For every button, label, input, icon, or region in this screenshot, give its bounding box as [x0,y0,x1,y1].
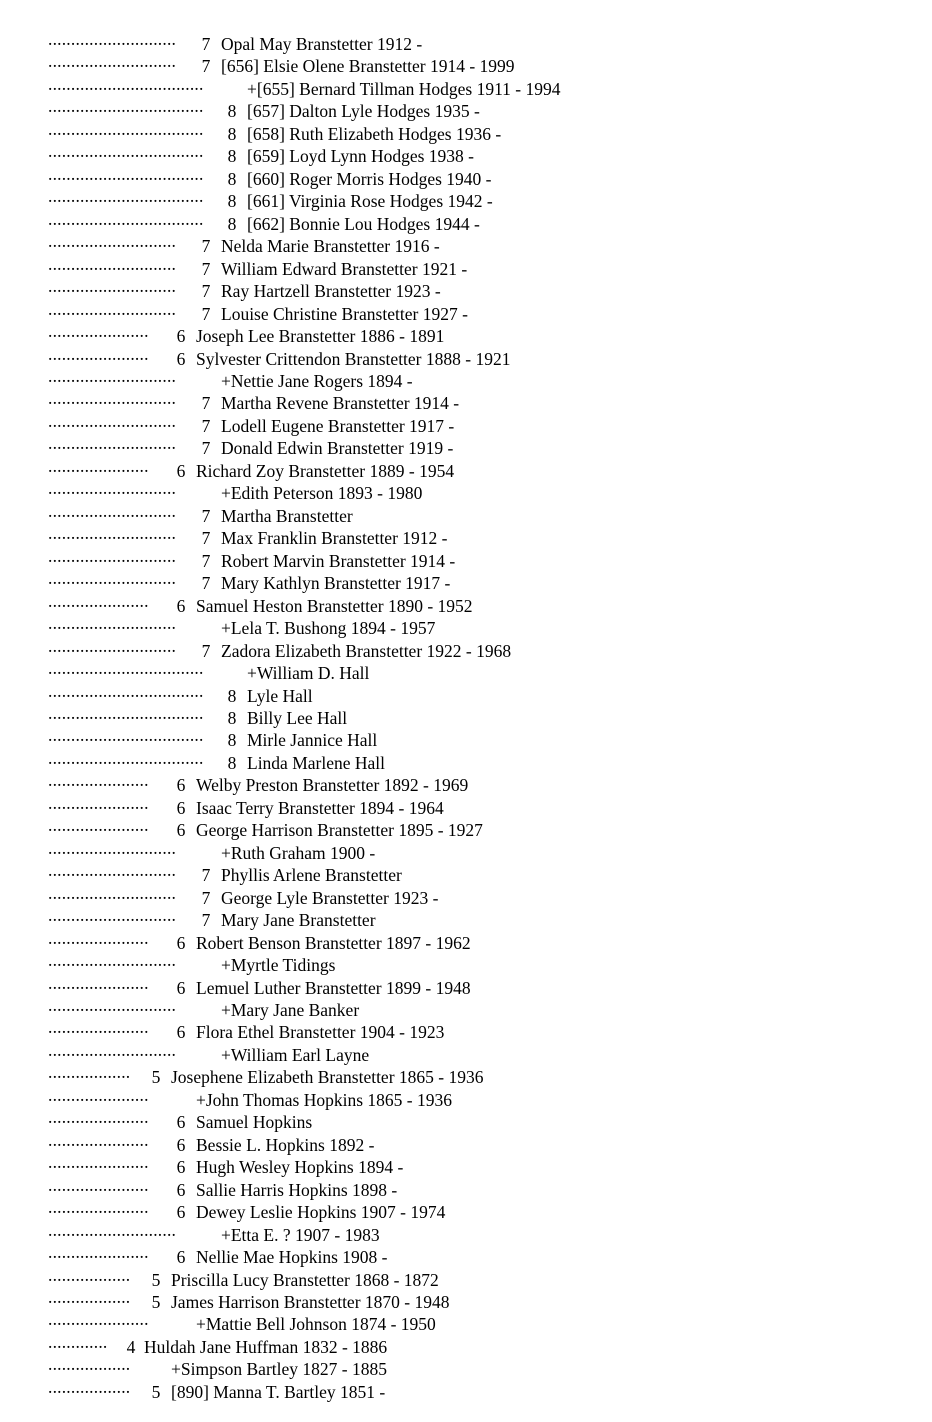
list-item [48,95,480,122]
list-item [48,1308,436,1335]
generation-number: 4 [126,1337,136,1358]
leader-dots: ............................ [48,838,177,858]
person-entry: Samuel Hopkins [196,1112,313,1133]
spouse-entry: +Mary Jane Banker [221,1000,360,1021]
list-item [48,837,376,864]
list-item [48,545,456,572]
generation-number: 8 [227,730,237,751]
person-entry: Nelda Marie Branstetter 1916 - [221,236,440,257]
person-entry: Sylvester Crittendon Branstetter 1888 - 1921 [196,349,511,370]
person-entry: [656] Elsie Olene Branstetter 1914 - 1999 [221,56,515,77]
list-item [48,567,451,594]
list-item [48,477,423,504]
generation-number: 6 [176,1202,186,1223]
person-entry: [658] Ruth Elizabeth Hodges 1936 - [247,124,502,145]
generation-number: 6 [176,1180,186,1201]
generation-number: 8 [227,101,237,122]
generation-number: 6 [176,461,186,482]
list-item [48,140,474,167]
list-item [48,253,468,280]
leader-dots: ............. [48,1332,108,1352]
generation-number: 8 [227,686,237,707]
leader-dots: ............................ [48,433,177,453]
leader-dots: ...................... [48,928,149,948]
list-item [48,1286,450,1313]
list-item [48,1016,445,1043]
generation-number: 6 [176,798,186,819]
list-item [48,230,440,257]
generation-number: 7 [201,910,211,931]
generation-number: 8 [227,169,237,190]
list-item [48,814,483,841]
list-item [48,1039,370,1066]
generation-number: 6 [176,978,186,999]
leader-dots: .................................. [48,658,204,678]
leader-dots: ...................... [48,1107,149,1127]
generation-number: 8 [227,191,237,212]
leader-dots: .................................. [48,74,204,94]
list-item [48,1196,446,1223]
person-entry: Robert Marvin Branstetter 1914 - [221,551,456,572]
spouse-entry: +Lela T. Bushong 1894 - 1957 [221,618,436,639]
generation-number: 6 [176,1157,186,1178]
leader-dots: .................................. [48,681,204,701]
leader-dots: ...................... [48,321,149,341]
leader-dots: ............................ [48,905,177,925]
leader-dots: ...................... [48,1242,149,1262]
leader-dots: ...................... [48,456,149,476]
leader-dots: ............................ [48,860,177,880]
person-entry: Ray Hartzell Branstetter 1923 - [221,281,441,302]
leader-dots: ............................ [48,231,177,251]
list-item [48,432,454,459]
list-item [48,949,336,976]
leader-dots: ............................ [48,276,177,296]
list-item [48,859,402,886]
generation-number: 6 [176,349,186,370]
person-entry: Donald Edwin Branstetter 1919 - [221,438,454,459]
generation-number: 7 [201,236,211,257]
generation-number: 6 [176,1247,186,1268]
generation-number: 8 [227,708,237,729]
leader-dots: ...................... [48,793,149,813]
list-item [48,320,445,347]
spouse-entry: +Myrtle Tidings [221,955,336,976]
person-entry: Louise Christine Branstetter 1927 - [221,304,468,325]
person-entry: William Edward Branstetter 1921 - [221,259,468,280]
list-item [48,657,370,684]
list-item [48,1106,313,1133]
list-item [48,972,471,999]
leader-dots: ............................ [48,636,177,656]
spouse-entry: +John Thomas Hopkins 1865 - 1936 [196,1090,453,1111]
leader-dots: ............................ [48,299,177,319]
person-entry: Priscilla Lucy Branstetter 1868 - 1872 [171,1270,439,1291]
spouse-entry: +William D. Hall [247,663,370,684]
leader-dots: ............................ [48,501,177,521]
person-entry: Nellie Mae Hopkins 1908 - [196,1247,388,1268]
list-item [48,1061,484,1088]
person-entry: Joseph Lee Branstetter 1886 - 1891 [196,326,445,347]
leader-dots: ............................ [48,51,177,71]
person-entry: Bessie L. Hopkins 1892 - [196,1135,375,1156]
list-item [48,163,492,190]
person-entry: Billy Lee Hall [247,708,348,729]
leader-dots: ...................... [48,770,149,790]
person-entry: George Harrison Branstetter 1895 - 1927 [196,820,483,841]
leader-dots: .................. [48,1377,131,1397]
leader-dots: ............................ [48,1220,177,1240]
generation-number: 6 [176,326,186,347]
list-item [48,1264,439,1291]
generation-number: 6 [176,933,186,954]
generation-number: 7 [201,34,211,55]
person-entry: [660] Roger Morris Hodges 1940 - [247,169,492,190]
person-entry: [659] Loyd Lynn Hodges 1938 - [247,146,474,167]
list-item [48,185,493,212]
leader-dots: ...................... [48,1085,149,1105]
list-item [48,387,460,414]
generation-number: 5 [151,1382,161,1403]
person-entry: Martha Revene Branstetter 1914 - [221,393,460,414]
generation-number: 5 [151,1270,161,1291]
leader-dots: .................. [48,1354,131,1374]
person-entry: Linda Marlene Hall [247,753,386,774]
person-entry: Mirle Jannice Hall [247,730,378,751]
leader-dots: ...................... [48,1175,149,1195]
person-entry: Lemuel Luther Branstetter 1899 - 1948 [196,978,471,999]
generation-number: 7 [201,528,211,549]
leader-dots: .................. [48,1062,131,1082]
list-item [48,1331,388,1358]
leader-dots: ............................ [48,478,177,498]
list-item [48,208,480,235]
list-item [48,28,423,55]
generation-number: 7 [201,56,211,77]
generation-number: 7 [201,393,211,414]
list-item [48,882,439,909]
list-item [48,769,469,796]
list-item [48,1084,453,1111]
list-item [48,50,515,77]
spouse-entry: +[655] Bernard Tillman Hodges 1911 - 1994 [247,79,561,100]
list-item [48,927,471,954]
leader-dots: ...................... [48,1017,149,1037]
leader-dots: ...................... [48,1309,149,1329]
person-entry: Lodell Eugene Branstetter 1917 - [221,416,455,437]
list-item [48,904,376,931]
list-item [48,635,512,662]
list-item [48,590,473,617]
generation-number: 8 [227,214,237,235]
list-item [48,118,502,145]
person-entry: [890] Manna T. Bartley 1851 - [171,1382,386,1403]
spouse-entry: +Nettie Jane Rogers 1894 - [221,371,413,392]
generation-number: 8 [227,124,237,145]
list-item [48,1129,375,1156]
list-item [48,1376,386,1403]
person-entry: Huldah Jane Huffman 1832 - 1886 [144,1337,388,1358]
leader-dots: .................. [48,1287,131,1307]
leader-dots: ...................... [48,1130,149,1150]
leader-dots: ............................ [48,366,177,386]
leader-dots: .................................. [48,119,204,139]
person-entry: James Harrison Branstetter 1870 - 1948 [171,1292,450,1313]
list-item [48,702,348,729]
leader-dots: ............................ [48,1040,177,1060]
generation-number: 7 [201,551,211,572]
list-item [48,1219,380,1246]
leader-dots: ...................... [48,344,149,364]
generation-number: 6 [176,820,186,841]
generation-number: 6 [176,1022,186,1043]
list-item [48,455,455,482]
generation-number: 7 [201,865,211,886]
person-entry: Martha Branstetter [221,506,353,527]
leader-dots: ............................ [48,613,177,633]
list-item [48,1241,388,1268]
person-entry: Max Franklin Branstetter 1912 - [221,528,448,549]
person-entry: Mary Jane Branstetter [221,910,376,931]
person-entry: [662] Bonnie Lou Hodges 1944 - [247,214,480,235]
list-item [48,1353,387,1380]
spouse-entry: +Ruth Graham 1900 - [221,843,376,864]
generation-number: 7 [201,438,211,459]
leader-dots: ............................ [48,388,177,408]
generation-number: 7 [201,416,211,437]
leader-dots: ............................ [48,546,177,566]
person-entry: Dewey Leslie Hopkins 1907 - 1974 [196,1202,446,1223]
leader-dots: ...................... [48,1152,149,1172]
list-item [48,792,444,819]
generation-number: 6 [176,596,186,617]
spouse-entry: +Etta E. ? 1907 - 1983 [221,1225,380,1246]
generation-number: 5 [151,1292,161,1313]
leader-dots: ...................... [48,815,149,835]
leader-dots: ............................ [48,995,177,1015]
person-entry: Hugh Wesley Hopkins 1894 - [196,1157,404,1178]
person-entry: Lyle Hall [247,686,313,707]
person-entry: Welby Preston Branstetter 1892 - 1969 [196,775,469,796]
person-entry: Robert Benson Branstetter 1897 - 1962 [196,933,471,954]
leader-dots: .................................. [48,725,204,745]
list-item [48,612,436,639]
spouse-entry: +Mattie Bell Johnson 1874 - 1950 [196,1314,436,1335]
leader-dots: .................................. [48,164,204,184]
list-item [48,365,413,392]
spouse-entry: +William Earl Layne [221,1045,370,1066]
list-item [48,680,313,707]
list-item [48,410,455,437]
leader-dots: ............................ [48,29,177,49]
person-entry: Sallie Harris Hopkins 1898 - [196,1180,398,1201]
leader-dots: .................................. [48,703,204,723]
person-entry: Opal May Branstetter 1912 - [221,34,423,55]
leader-dots: ............................ [48,523,177,543]
list-item [48,1174,398,1201]
generation-number: 8 [227,753,237,774]
list-item [48,1151,404,1178]
leader-dots: ...................... [48,591,149,611]
person-entry: Zadora Elizabeth Branstetter 1922 - 1968 [221,641,512,662]
leader-dots: ............................ [48,254,177,274]
generation-number: 7 [201,281,211,302]
generation-number: 7 [201,304,211,325]
person-entry: Phyllis Arlene Branstetter [221,865,402,886]
leader-dots: .................................. [48,209,204,229]
person-entry: Isaac Terry Branstetter 1894 - 1964 [196,798,444,819]
leader-dots: .................. [48,1265,131,1285]
leader-dots: .................................. [48,141,204,161]
generation-number: 7 [201,573,211,594]
generation-number: 7 [201,641,211,662]
list-item [48,522,448,549]
person-entry: Mary Kathlyn Branstetter 1917 - [221,573,451,594]
list-item [48,994,360,1021]
leader-dots: ............................ [48,568,177,588]
generation-number: 6 [176,1112,186,1133]
generation-number: 7 [201,259,211,280]
generation-number: 8 [227,146,237,167]
spouse-entry: +Simpson Bartley 1827 - 1885 [171,1359,387,1380]
person-entry: [657] Dalton Lyle Hodges 1935 - [247,101,480,122]
leader-dots: ............................ [48,950,177,970]
leader-dots: ............................ [48,883,177,903]
person-entry: Richard Zoy Branstetter 1889 - 1954 [196,461,455,482]
generation-number: 7 [201,506,211,527]
person-entry: [661] Virginia Rose Hodges 1942 - [247,191,493,212]
generation-number: 7 [201,888,211,909]
generation-number: 6 [176,775,186,796]
person-entry: Samuel Heston Branstetter 1890 - 1952 [196,596,473,617]
person-entry: George Lyle Branstetter 1923 - [221,888,439,909]
list-item [48,343,511,370]
leader-dots: ............................ [48,411,177,431]
list-item [48,298,468,325]
list-item [48,724,378,751]
list-item [48,500,353,527]
list-item [48,73,561,100]
spouse-entry: +Edith Peterson 1893 - 1980 [221,483,423,504]
generation-number: 5 [151,1067,161,1088]
list-item [48,747,386,774]
leader-dots: .................................. [48,748,204,768]
person-entry: Josephene Elizabeth Branstetter 1865 - 1936 [171,1067,484,1088]
list-item [48,275,441,302]
leader-dots: .................................. [48,96,204,116]
leader-dots: ...................... [48,1197,149,1217]
leader-dots: ...................... [48,973,149,993]
leader-dots: .................................. [48,186,204,206]
person-entry: Flora Ethel Branstetter 1904 - 1923 [196,1022,445,1043]
generation-number: 6 [176,1135,186,1156]
